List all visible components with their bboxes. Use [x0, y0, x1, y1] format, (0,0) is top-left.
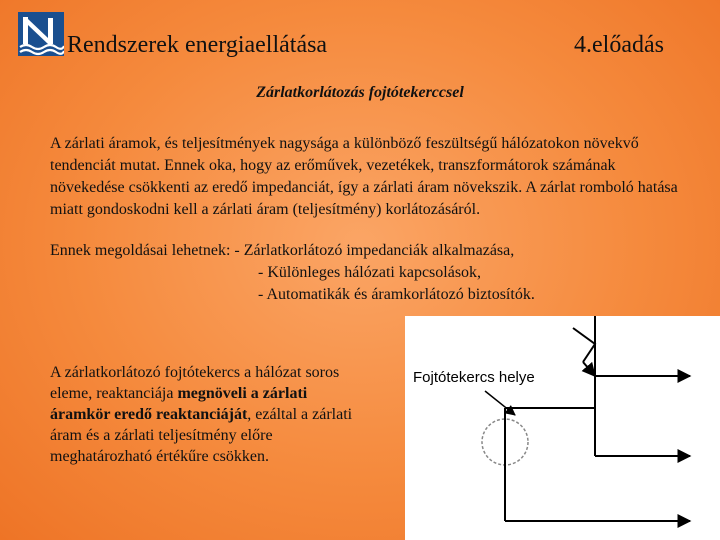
fault-lightning-icon [573, 328, 595, 362]
slide-title: Zárlatkorlátozás fojtótekerccsel [256, 84, 464, 101]
note-text-end: , ezáltal a zárlati áram és a zárlati teljesítmény előre meghatározható értékűre csökken. [50, 406, 353, 465]
reactor-note [50, 362, 370, 467]
circuit-diagram-drawing [405, 316, 720, 540]
university-logo-icon [18, 12, 64, 56]
solution-item [50, 240, 690, 262]
solutions-intro: Ennek megoldásai lehetnek: [50, 242, 231, 259]
pointer-arrow [485, 391, 515, 415]
course-title: Rendszerek energiaellátása [67, 32, 328, 58]
diagram-label: Fojtótekercs helye [413, 369, 535, 386]
lecture-number: 4.előadás [574, 32, 664, 58]
solution-text: - Zárlatkorlátozó impedanciák alkalmazása, [234, 242, 515, 259]
circuit-diagram [405, 316, 720, 540]
solution-item: - Automatikák és áramkorlátozó biztosítók. [258, 286, 535, 303]
solution-item: - Különleges hálózati kapcsolások, [258, 264, 482, 281]
intro-paragraph-text: A zárlati áramok, és teljesítmények nagysága a különböző feszültségű hálózatokon növekvő tendenciát mutat. Ennek oka, hogy az erőművek, vezetékek, transzformátorok számának növekedése csökkenti az eredő impedanciát, így a zárlati áram növekszik. A zárlat romboló hatása miatt gondoskodni kell a zárlati áram (teljesítmény) korlátozásáról. [50, 135, 678, 218]
intro-paragraph [50, 133, 690, 221]
solutions-list [50, 240, 690, 306]
fault-arrow [583, 362, 595, 376]
note-text: A zárlatkorlátozó fojtótekercs a hálózat soros eleme, reaktanciája [50, 364, 340, 402]
note-emphasis: megnöveli a zárlati áramkör eredő reaktanciáját [50, 385, 308, 423]
